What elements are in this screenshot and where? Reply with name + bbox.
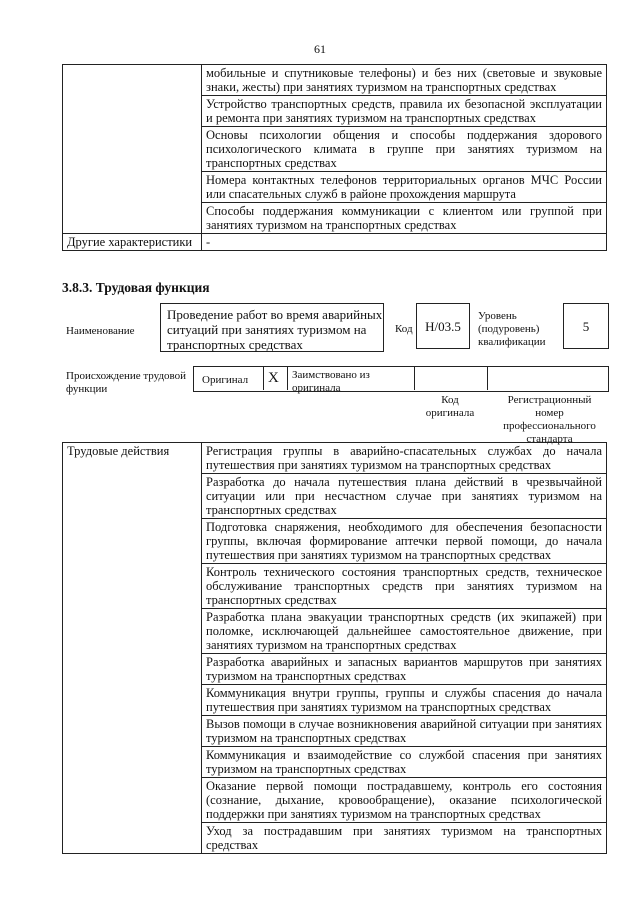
table-row — [63, 443, 607, 474]
table-row — [63, 234, 607, 251]
code-label: Код — [395, 323, 413, 335]
function-name-box: Проведение работ во время аварийных ситуаций при занятиях туризмом на транспортных средствах — [160, 303, 384, 352]
origin-divider — [287, 366, 288, 390]
section-title: 3.8.3. Трудовая функция — [62, 280, 210, 295]
table-cell: Разработка плана эвакуации транспортных средств (их экипажей) при поломке, исключающей дальнейшее самостоятельное движение, при занятиях туризмом на транспортных средствах — [202, 609, 607, 654]
origin-divider — [487, 366, 488, 390]
other-characteristics-label: Другие характеристики — [63, 234, 202, 251]
reg-number-label: Регистрационный номер профессионального стандарта — [503, 394, 596, 445]
table-cell: Уход за пострадавшим при занятиях туризмом на транспортных средствах — [202, 823, 607, 854]
knowledge-table — [62, 64, 607, 251]
code-of-original-label: Код оригинала — [425, 394, 475, 419]
origin-divider — [263, 366, 264, 390]
table-cell: Контроль технического состояния транспортных средств, техническое обслуживание транспортных средств при занятиях туризмом на транспортных средствах — [202, 564, 607, 609]
other-characteristics-value: - — [202, 234, 607, 251]
origin-divider — [414, 366, 415, 390]
table-cell: Оказание первой помощи пострадавшему, контроль его состояния (сознание, дыхание, кровообращение), оказание психологической поддержки при занятиях туризмом на транспортных средствах — [202, 778, 607, 823]
table-cell: Коммуникация внутри группы, группы и службы спасения до начала путешествия при занятиях туризмом на транспортных средствах — [202, 685, 607, 716]
table-cell: Разработка аварийных и запасных вариантов маршрутов при занятиях туризмом на транспортных средствах — [202, 654, 607, 685]
level-box: 5 — [563, 303, 609, 349]
page-number: 61 — [314, 42, 326, 56]
labor-actions-label: Трудовые действия — [63, 443, 202, 854]
table-cell: Способы поддержания коммуникации с клиентом или группой при занятиях туризмом на транспортных средствах — [202, 203, 607, 234]
table-cell: Устройство транспортных средств, правила их безопасной эксплуатации и ремонта при занятиях туризмом на транспортных средствах — [202, 96, 607, 127]
original-mark: X — [268, 370, 279, 386]
origin-label: Происхождение трудовой функции — [66, 370, 187, 395]
table-cell: Регистрация группы в аварийно-спасательных службах до начала путешествия при занятиях туризмом на транспортных средствах — [202, 443, 607, 474]
code-box: Н/03.5 — [416, 303, 470, 349]
table-cell: Подготовка снаряжения, необходимого для обеспечения безопасности группы, включая формирование аптечки первой помощи, до начала путешествия при занятиях туризмом на транспортных средствах — [202, 519, 607, 564]
table-cell: Разработка до начала путешествия плана действий в чрезвычайной ситуации или при несчастном случае при занятиях туризмом на транспортных средствах — [202, 474, 607, 519]
original-label: Оригинал — [202, 374, 249, 386]
table-cell: мобильные и спутниковые телефоны) и без них (световые и звуковые знаки, жесты) при занятиях туризмом на транспортных средствах — [202, 65, 607, 96]
table-cell: Номера контактных телефонов территориальных органов МЧС России или спасательных служб в районе прохождения маршрута — [202, 172, 607, 203]
labor-actions-table — [62, 442, 607, 854]
name-label: Наименование — [66, 325, 135, 337]
table-cell: Вызов помощи в случае возникновения аварийной ситуации при занятиях туризмом на транспортных средствах — [202, 716, 607, 747]
borrowed-label: Заимствовано из оригинала — [292, 369, 370, 394]
table-cell: Коммуникация и взаимодействие со службой спасения при занятиях туризмом на транспортных средствах — [202, 747, 607, 778]
table-cell: Основы психологии общения и способы поддержания здорового психологического климата в группе при занятиях туризмом на транспортных средствах — [202, 127, 607, 172]
level-label: Уровень (подуровень) квалификации — [478, 310, 546, 348]
table-row — [63, 65, 607, 96]
table-label-cell — [63, 65, 202, 234]
